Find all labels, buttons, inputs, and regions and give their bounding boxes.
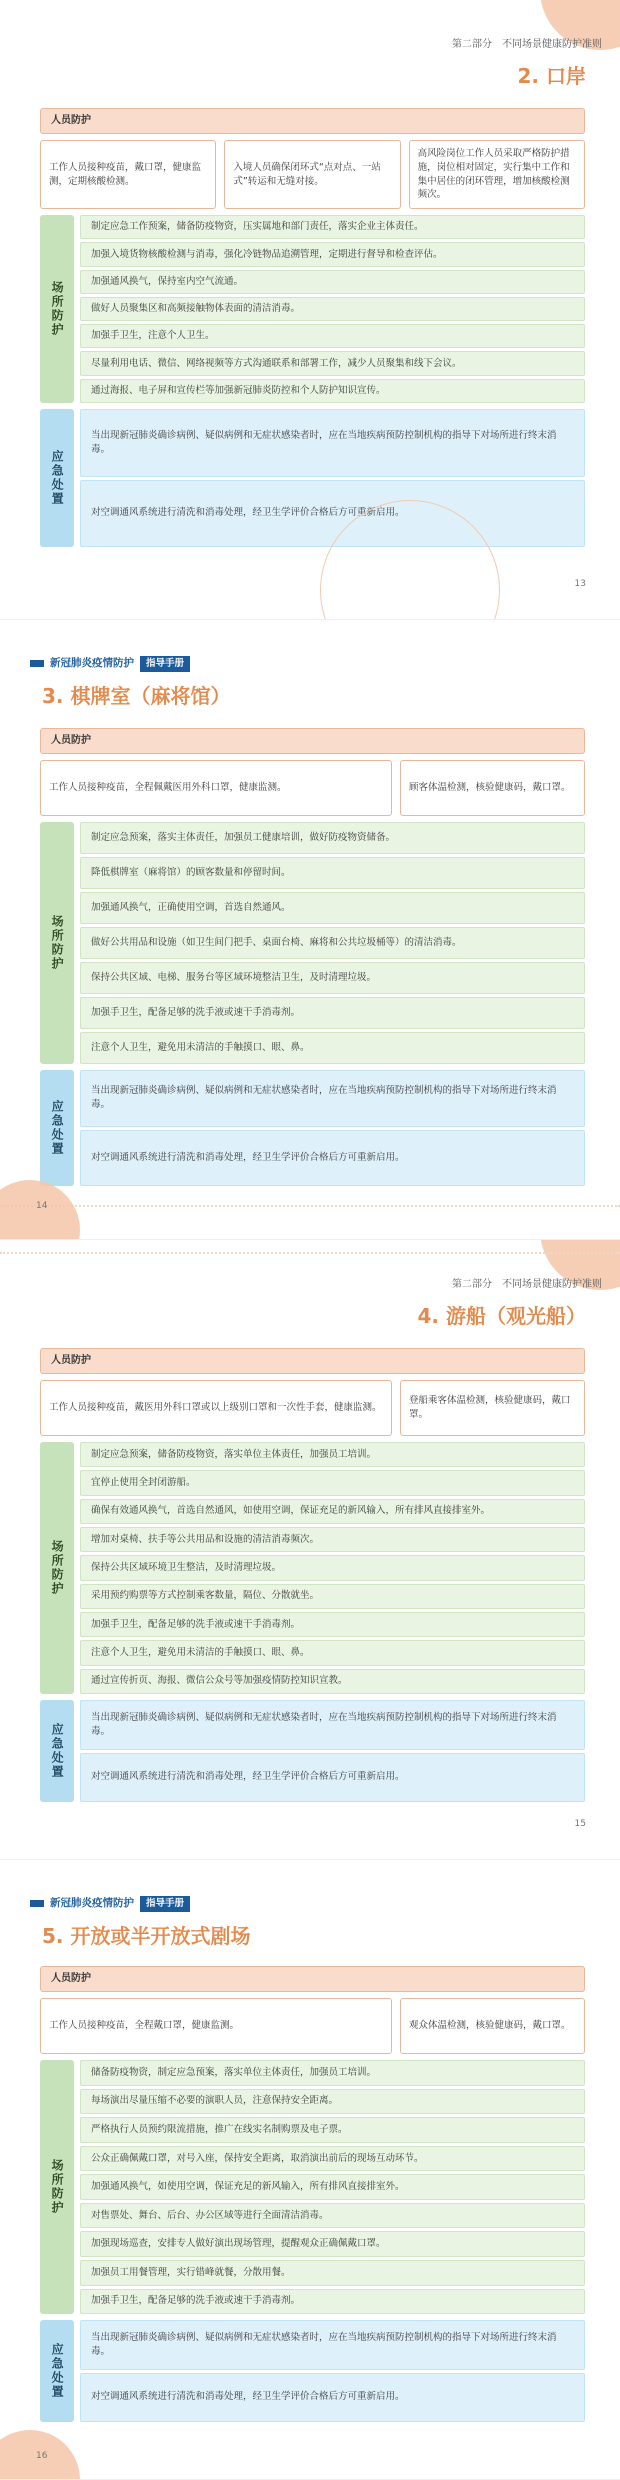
site-item: 加强入境货物核酸检测与消毒，强化冷链物品追溯管理，定期进行督导和检查评估。	[80, 242, 585, 266]
site-item: 公众正确佩戴口罩，对号入座，保持安全距离，取消演出前后的现场互动环节。	[80, 2146, 585, 2172]
site-item: 保持公共区域环境卫生整洁，及时清理垃圾。	[80, 1555, 585, 1580]
site-item: 采用预约购票等方式控制乘客数量，隔位、分散就坐。	[80, 1584, 585, 1609]
page-number: 14	[36, 1201, 48, 1211]
site-item: 宜停止使用全封闭游船。	[80, 1470, 585, 1495]
personnel-box: 登船乘客体温检测，核验健康码，戴口罩。	[400, 1380, 585, 1436]
header-bar	[30, 1900, 44, 1907]
site-item: 加强通风换气，保持室内空气流通。	[80, 270, 585, 294]
site-section	[40, 1442, 585, 1694]
emergency-section	[40, 1070, 585, 1186]
page-header: 第二部分 不同场景健康防护准则	[452, 1279, 602, 1290]
emergency-item: 当出现新冠肺炎确诊病例、疑似病例和无症状感染者时，应在当地疾病预防控制机构的指导下对场所进行终末消毒。	[80, 1070, 585, 1127]
personnel-heading: 人员防护	[40, 1966, 585, 1992]
emergency-item: 对空调通风系统进行清洗和消毒处理，经卫生学评价合格后方可重新启用。	[80, 1753, 585, 1803]
site-item: 加强员工用餐管理，实行错峰就餐，分散用餐。	[80, 2260, 585, 2286]
site-item: 做好人员聚集区和高频接触物体表面的清洁消毒。	[80, 297, 585, 321]
site-item: 加强手卫生，配备足够的洗手液或速干手消毒剂。	[80, 997, 585, 1029]
site-section	[40, 215, 585, 403]
emergency-item: 当出现新冠肺炎确诊病例、疑似病例和无症状感染者时，应在当地疾病预防控制机构的指导下对场所进行终末消毒。	[80, 409, 585, 477]
header-title: 新冠肺炎疫情防护	[50, 657, 134, 670]
page-number: 13	[574, 579, 586, 589]
personnel-heading: 人员防护	[40, 728, 585, 754]
emergency-item: 对空调通风系统进行清洗和消毒处理，经卫生学评价合格后方可重新启用。	[80, 1130, 585, 1187]
site-item: 加强手卫生，配备足够的洗手液或速干手消毒剂。	[80, 2289, 585, 2315]
site-item: 每场演出尽量压缩不必要的演职人员，注意保持安全距离。	[80, 2089, 585, 2115]
site-item: 加强现场巡查，安排专人做好演出现场管理，提醒观众正确佩戴口罩。	[80, 2231, 585, 2257]
personnel-heading: 人员防护	[40, 1348, 585, 1374]
emergency-section	[40, 1700, 585, 1802]
site-item: 确保有效通风换气，首选自然通风，如使用空调，保证充足的新风输入，所有排风直接排室外。	[80, 1499, 585, 1524]
site-item: 制定应急预案，落实主体责任，加强员工健康培训，做好防疫物资储备。	[80, 822, 585, 854]
site-item: 制定应急预案，储备防疫物资，落实单位主体责任，加强员工培训。	[80, 1442, 585, 1467]
section-title: 3. 棋牌室（麻将馆）	[42, 684, 231, 708]
personnel-box: 工作人员接种疫苗，戴医用外科口罩或以上级别口罩和一次性手套，健康监测。	[40, 1380, 392, 1436]
site-label: 场所防护	[40, 1442, 74, 1694]
decor-dotline	[0, 1205, 620, 1207]
emergency-item: 当出现新冠肺炎确诊病例、疑似病例和无症状感染者时，应在当地疾病预防控制机构的指导下对场所进行终末消毒。	[80, 1700, 585, 1750]
personnel-heading: 人员防护	[40, 108, 585, 134]
page-number: 16	[36, 2451, 48, 2461]
emergency-label: 应急处置	[40, 2320, 74, 2422]
personnel-box: 观众体温检测，核验健康码，戴口罩。	[400, 1998, 585, 2054]
site-item: 降低棋牌室（麻将馆）的顾客数量和停留时间。	[80, 857, 585, 889]
site-section	[40, 822, 585, 1064]
site-label: 场所防护	[40, 215, 74, 403]
site-label: 场所防护	[40, 822, 74, 1064]
site-label: 场所防护	[40, 2060, 74, 2314]
site-item: 保持公共区域、电梯、服务台等区域环境整洁卫生，及时清理垃圾。	[80, 962, 585, 994]
header-title: 新冠肺炎疫情防护	[50, 1897, 134, 1910]
page-header	[30, 1896, 190, 1912]
page-16	[0, 1860, 620, 2480]
site-item: 通过宣传折页、海报、微信公众号等加强疫情防控知识宣教。	[80, 1669, 585, 1694]
personnel-box: 工作人员接种疫苗，戴口罩，健康监测，定期核酸检测。	[40, 140, 216, 209]
page-13	[0, 0, 620, 620]
site-item: 加强通风换气，正确使用空调，首选自然通风。	[80, 892, 585, 924]
personnel-box: 工作人员接种疫苗，全程戴口罩，健康监测。	[40, 1998, 392, 2054]
header-tag: 指导手册	[140, 656, 190, 672]
section-title: 5. 开放或半开放式剧场	[42, 1924, 251, 1948]
site-item: 制定应急工作预案，储备防疫物资，压实属地和部门责任，落实企业主体责任。	[80, 215, 585, 239]
decor-dotline	[0, 1252, 620, 1254]
page-15	[0, 1240, 620, 1860]
site-item: 增加对桌椅、扶手等公共用品和设施的清洁消毒频次。	[80, 1527, 585, 1552]
section-title: 4. 游船（观光船）	[417, 1304, 586, 1328]
page-header	[30, 656, 190, 672]
page-header: 第二部分 不同场景健康防护准则	[452, 39, 602, 50]
header-tag: 指导手册	[140, 1896, 190, 1912]
personnel-box: 高风险岗位工作人员采取严格防护措施，岗位相对固定，实行集中工作和集中居住的闭环管理，增加核酸检测频次。	[409, 140, 585, 209]
emergency-section	[40, 409, 585, 547]
site-item: 加强手卫生，注意个人卫生。	[80, 324, 585, 348]
site-item: 尽量利用电话、微信、网络视频等方式沟通联系和部署工作，减少人员聚集和线下会议。	[80, 351, 585, 375]
emergency-label: 应急处置	[40, 1700, 74, 1802]
emergency-item: 对空调通风系统进行清洗和消毒处理，经卫生学评价合格后方可重新启用。	[80, 2373, 585, 2423]
site-item: 加强手卫生，配备足够的洗手液或速干手消毒剂。	[80, 1612, 585, 1637]
personnel-box: 顾客体温检测，核验健康码，戴口罩。	[400, 760, 585, 816]
header-bar	[30, 660, 44, 667]
site-item: 通过海报、电子屏和宣传栏等加强新冠肺炎防控和个人防护知识宣传。	[80, 379, 585, 403]
page-number: 15	[574, 1819, 586, 1829]
emergency-label: 应急处置	[40, 409, 74, 547]
site-section	[40, 2060, 585, 2314]
emergency-label: 应急处置	[40, 1070, 74, 1186]
section-title: 2. 口岸	[517, 64, 586, 88]
site-item: 严格执行人员预约限流措施，推广在线实名制购票及电子票。	[80, 2117, 585, 2143]
personnel-box: 入境人员确保闭环式“点对点、一站式”转运和无缝对接。	[224, 140, 400, 209]
site-item: 对售票处、舞台、后台、办公区域等进行全面清洁消毒。	[80, 2203, 585, 2229]
page-14	[0, 620, 620, 1240]
site-item: 注意个人卫生，避免用未清洁的手触摸口、眼、鼻。	[80, 1640, 585, 1665]
personnel-box: 工作人员接种疫苗，全程佩戴医用外科口罩，健康监测。	[40, 760, 392, 816]
emergency-item: 对空调通风系统进行清洗和消毒处理，经卫生学评价合格后方可重新启用。	[80, 480, 585, 548]
site-item: 储备防疫物资，制定应急预案，落实单位主体责任，加强员工培训。	[80, 2060, 585, 2086]
emergency-section	[40, 2320, 585, 2422]
site-item: 加强通风换气，如使用空调，保证充足的新风输入，所有排风直接排室外。	[80, 2174, 585, 2200]
emergency-item: 当出现新冠肺炎确诊病例、疑似病例和无症状感染者时，应在当地疾病预防控制机构的指导下对场所进行终末消毒。	[80, 2320, 585, 2370]
site-item: 做好公共用品和设施（如卫生间门把手、桌面台椅、麻将和公共垃圾桶等）的清洁消毒。	[80, 927, 585, 959]
site-item: 注意个人卫生，避免用未清洁的手触摸口、眼、鼻。	[80, 1032, 585, 1064]
